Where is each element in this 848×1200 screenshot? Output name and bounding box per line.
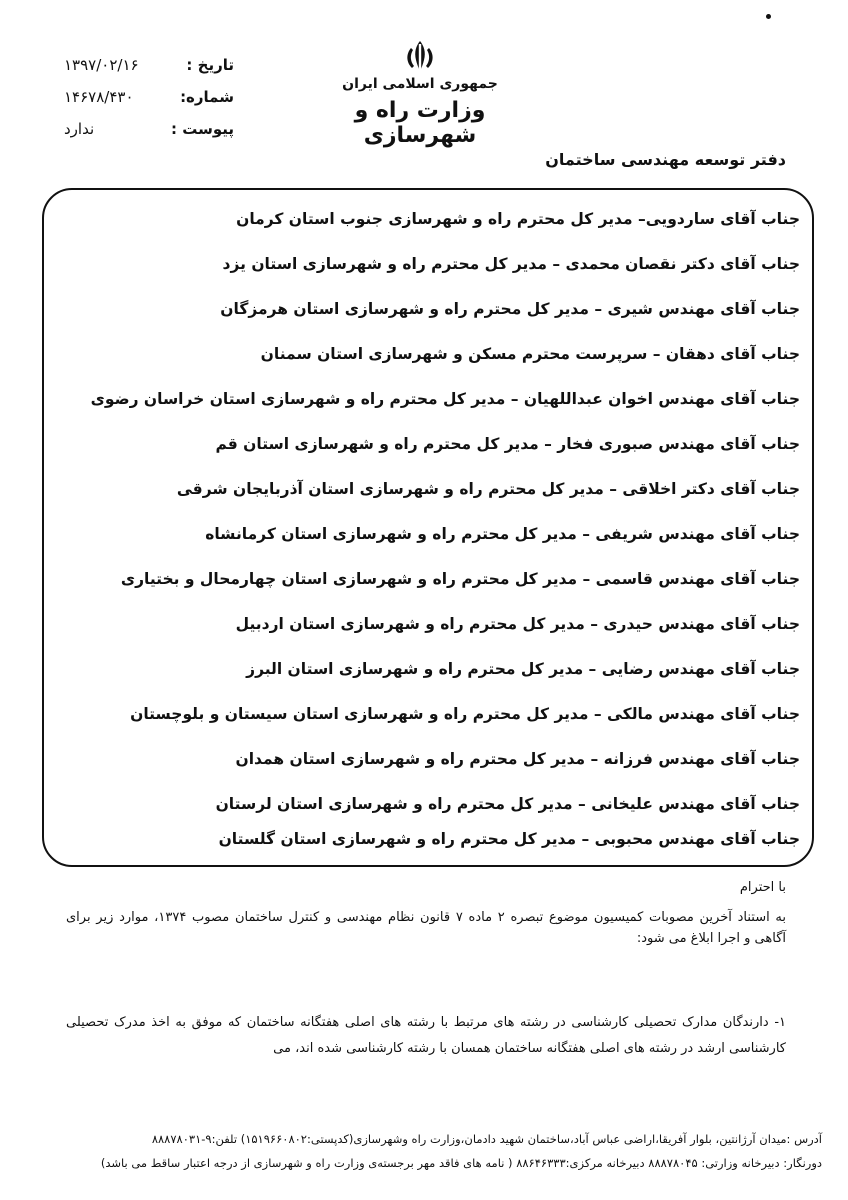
footer-fax: دورنگار: دبیرخانه وزارتی: ۸۸۸۷۸۰۴۵ دبیرخانه مرکزی:۸۸۶۴۶۳۳۳ ( نامه های فاقد مهر برجسته‌ی وزارت راه و شهرسازی از درجه اعتبار ساقط می باشد) — [100, 1156, 822, 1170]
date-label: تاریخ : — [186, 56, 234, 74]
attachment-value: ندارد — [64, 120, 95, 138]
greeting: با احترام — [739, 880, 786, 895]
footer-address: آدرس :میدان آرژانتین، بلوار آفریقا،اراضی عباس آباد،ساختمان شهید دادمان،وزارت راه وشهرسازی(کدپستی:۱۵۱۹۶۶۰۸۰۲) تلفن:۹-۸۸۸۷۸۰۳۱ — [151, 1132, 822, 1146]
date-value: ۱۳۹۷/۰۲/۱۶ — [64, 56, 139, 74]
recipient-line: جناب آقای مهندس شیری – مدیر کل محترم راه و شهرسازی استان هرمزگان — [220, 300, 800, 318]
recipient-line: جناب آقای مهندس مالکی – مدیر کل محترم راه و شهرسازی استان سیستان و بلوچستان — [130, 705, 800, 723]
recipient-line: جناب آقای دکتر اخلاقی – مدیر کل محترم راه و شهرسازی استان آذربایجان شرقی — [176, 480, 800, 498]
letter-meta — [60, 56, 240, 152]
scan-speck — [766, 14, 771, 19]
date-row — [60, 56, 240, 88]
attachment-label: پیوست : — [170, 120, 234, 138]
recipient-line: جناب آقای مهندس قاسمی – مدیر کل محترم راه و شهرسازی استان چهارمحال و بختیاری — [120, 570, 800, 588]
recipient-line: جناب آقای مهندس علیخانی – مدیر کل محترم راه و شهرسازی استان لرستان — [215, 795, 800, 813]
attachment-row — [60, 120, 240, 152]
recipient-line: جناب آقای مهندس اخوان عبداللهیان – مدیر کل محترم راه و شهرسازی استان خراسان رضوی — [90, 390, 800, 408]
recipient-line: جناب آقای مهندس حیدری – مدیر کل محترم راه و شهرسازی استان اردبیل — [235, 615, 800, 633]
recipient-line: جناب آقای مهندس صبوری فخار – مدیر کل محترم راه و شهرسازی استان قم — [215, 435, 800, 453]
number-label: شماره: — [180, 88, 234, 106]
ministry-name: وزارت راه و شهرسازی — [354, 98, 486, 148]
iran-emblem-icon — [402, 38, 438, 74]
number-row — [60, 88, 240, 120]
recipient-line: جناب آقای دکتر نقصان محمدی – مدیر کل محترم راه و شهرسازی استان یزد — [222, 255, 800, 273]
recipient-line: جناب آقای مهندس شریفی – مدیر کل محترم راه و شهرسازی استان کرمانشاه — [205, 525, 800, 543]
recipient-line: جناب آقای ساردویی– مدیر کل محترم راه و شهرسازی جنوب استان کرمان — [236, 210, 800, 228]
recipient-line: جناب آقای مهندس محبوبی – مدیر کل محترم راه و شهرسازی استان گلستان — [218, 830, 800, 848]
recipient-line: جناب آقای دهقان – سرپرست محترم مسکن و شهرسازی استان سمنان — [260, 345, 800, 363]
republic-name: جمهوری اسلامی ایران — [342, 76, 498, 92]
recipient-line: جناب آقای مهندس فرزانه – مدیر کل محترم راه و شهرسازی استان همدان — [235, 750, 800, 768]
letterhead — [300, 38, 540, 148]
number-value: ۱۴۶۷۸/۴۳۰ — [64, 88, 134, 106]
recipients-box — [42, 188, 814, 867]
intro-paragraph: به استناد آخرین مصوبات کمیسیون موضوع تبصره ۲ ماده ۷ قانون نظام مهندسی و کنترل ساختمان مصوب ۱۳۷۴، موارد زیر برای آگاهی و اجرا ابلاغ می شود: — [66, 910, 787, 946]
office-name: دفتر توسعه مهندسی ساختمان — [545, 150, 786, 169]
item-1-paragraph: ۱- دارندگان مدارک تحصیلی کارشناسی در رشته های مرتبط با رشته های اصلی هفتگانه ساختمان که موفق به اخذ مدرک تحصیلی کارشناسی ارشد در رشته های اصلی هفتگانه ساختمان همسان با رشته کارشناسی شده اند، می — [66, 1015, 786, 1056]
recipient-line: جناب آقای مهندس رضایی – مدیر کل محترم راه و شهرسازی استان البرز — [246, 660, 800, 678]
